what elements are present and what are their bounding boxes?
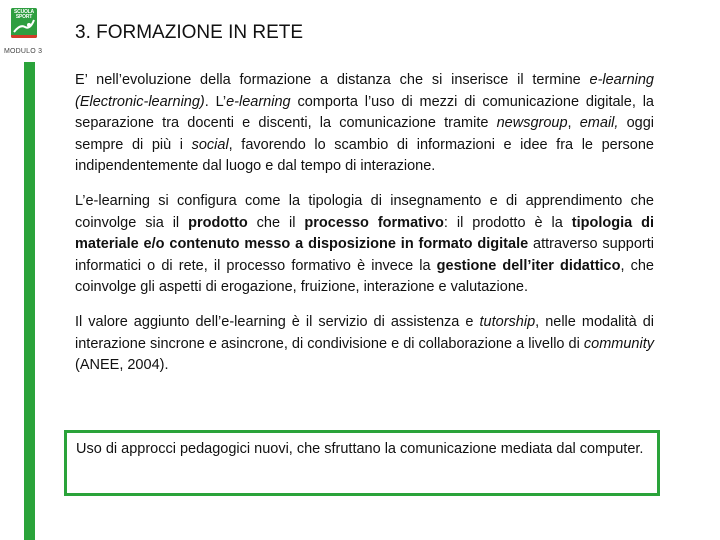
- text-run: che il: [247, 214, 305, 231]
- page-title: 3. FORMAZIONE IN RETE: [75, 22, 304, 43]
- highlight-box: [64, 430, 660, 496]
- text-run: comporta l’uso di mezzi di comunicazione digitale, la separazione tra docenti e discenti, la comunicazione tramite: [75, 93, 654, 132]
- paragraph-elearning-definition: [75, 70, 654, 178]
- paragraph-elearning-typology: [75, 191, 654, 299]
- module-label: MODULO 3: [4, 48, 43, 55]
- text-run: : il prodotto è la: [443, 214, 572, 231]
- paragraph-added-value: [75, 312, 654, 377]
- text-run: E’ nell’evoluzione della formazione a distanza che si inserisce il termine: [75, 72, 590, 88]
- italic-term: e-learning (Electronic-learning): [75, 72, 654, 110]
- italic-term: community: [583, 335, 654, 352]
- text-run: Il valore aggiunto dell’e-learning è il servizio di assistenza e: [75, 313, 480, 330]
- text-run: ,: [567, 115, 580, 132]
- text-run: . L’: [204, 93, 227, 110]
- slide-content: [75, 70, 654, 390]
- bold-term: processo formativo: [304, 214, 444, 231]
- italic-term: tutorship: [479, 313, 536, 330]
- italic-term: social: [191, 136, 229, 153]
- scuola-sport-logo: [11, 8, 37, 38]
- text-run: , che coinvolge gli aspetti di erogazione, fruizione, interazione e valutazione.: [75, 257, 654, 296]
- bold-term: prodotto: [188, 214, 248, 231]
- text-run: attraverso supporti informatici o di rete, il processo formativo è invece la: [75, 236, 654, 274]
- bold-term: tipologia di materiale e/o contenuto messo a disposizione in formato digitale: [75, 214, 655, 253]
- logo-text: SCUOLA SPORT: [14, 9, 34, 20]
- green-accent-bar: [24, 62, 35, 540]
- italic-term: email,: [579, 115, 619, 132]
- paragraph-pedagogical-approaches: Uso di approcci pedagogici nuovi, che sfruttano la comunicazione mediata dal computer.: [76, 441, 644, 457]
- text-run: L’e-learning si configura come la tipologia di insegnamento e di apprendimento che coinvolge sia il: [75, 192, 654, 231]
- bold-term: gestione dell’iter didattico: [436, 257, 621, 274]
- italic-term: e-learning: [226, 93, 291, 110]
- text-run: (ANEE, 2004).: [75, 357, 169, 374]
- sidebar: [0, 0, 48, 540]
- italic-term: newsgroup: [496, 115, 568, 132]
- text-run: , favorendo lo scambio di informazioni e idee fra le persone indipendentemente dal luogo e dal tempo di interazione.: [75, 136, 654, 175]
- text-run: , nelle modalità di interazione sincrone e asincrone, di condivisione e di collaborazione a livello di: [75, 313, 654, 352]
- text-run: oggi sempre di più i: [75, 115, 655, 153]
